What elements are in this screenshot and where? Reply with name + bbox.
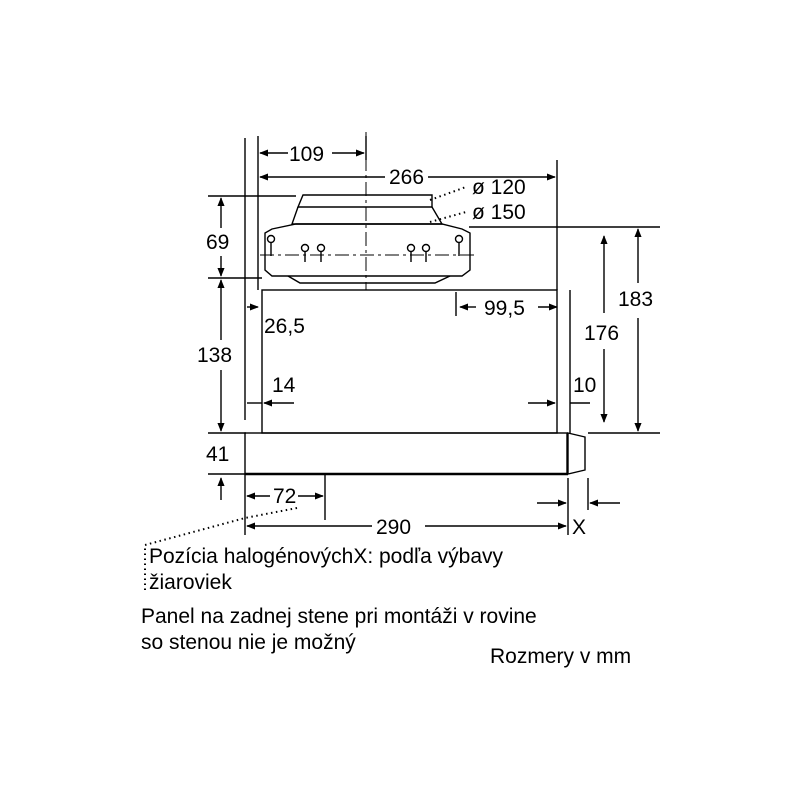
- x-note: X: podľa výbavy: [353, 545, 504, 568]
- dim-99-5: 99,5: [484, 297, 525, 320]
- halogen-label-line1: Pozícia halogénových: [149, 545, 354, 568]
- fan-housing: [265, 224, 470, 283]
- dim-69: 69: [206, 231, 230, 254]
- dim-26-5: 26,5: [264, 315, 305, 338]
- halogen-position-label: [149, 544, 503, 570]
- panel-note-line2: so stenou nie je možný: [141, 631, 356, 654]
- dim-dia150: ø 150: [472, 201, 526, 224]
- keyhole-slot-2: [302, 245, 309, 263]
- dim-x: X: [572, 516, 587, 539]
- dim-290: 290: [376, 516, 412, 539]
- dim-266: 266: [389, 166, 425, 189]
- duct-collar: [292, 195, 442, 224]
- dim-72: 72: [273, 485, 297, 508]
- keyhole-slot-3: [318, 245, 325, 263]
- dim-138: 138: [197, 344, 233, 367]
- keyhole-slot-right: [456, 236, 463, 257]
- halogen-label-line2: žiaroviek: [149, 571, 232, 594]
- keyhole-slot-left: [268, 236, 275, 257]
- dim-41: 41: [206, 443, 230, 466]
- front-panel: [245, 433, 585, 474]
- dim-10: 10: [573, 374, 597, 397]
- keyhole-slot-5: [423, 245, 430, 263]
- panel-note-line1: Panel na zadnej stene pri montáži v rovine: [141, 605, 537, 628]
- dim-dia120: ø 120: [472, 176, 526, 199]
- dim-109: 109: [289, 143, 325, 166]
- leader-dia120: [430, 187, 466, 200]
- dim-183: 183: [618, 288, 654, 311]
- dim-14: 14: [272, 374, 296, 397]
- keyhole-slot-4: [408, 245, 415, 263]
- units-note: Rozmery v mm: [490, 645, 632, 668]
- dim-176: 176: [584, 322, 620, 345]
